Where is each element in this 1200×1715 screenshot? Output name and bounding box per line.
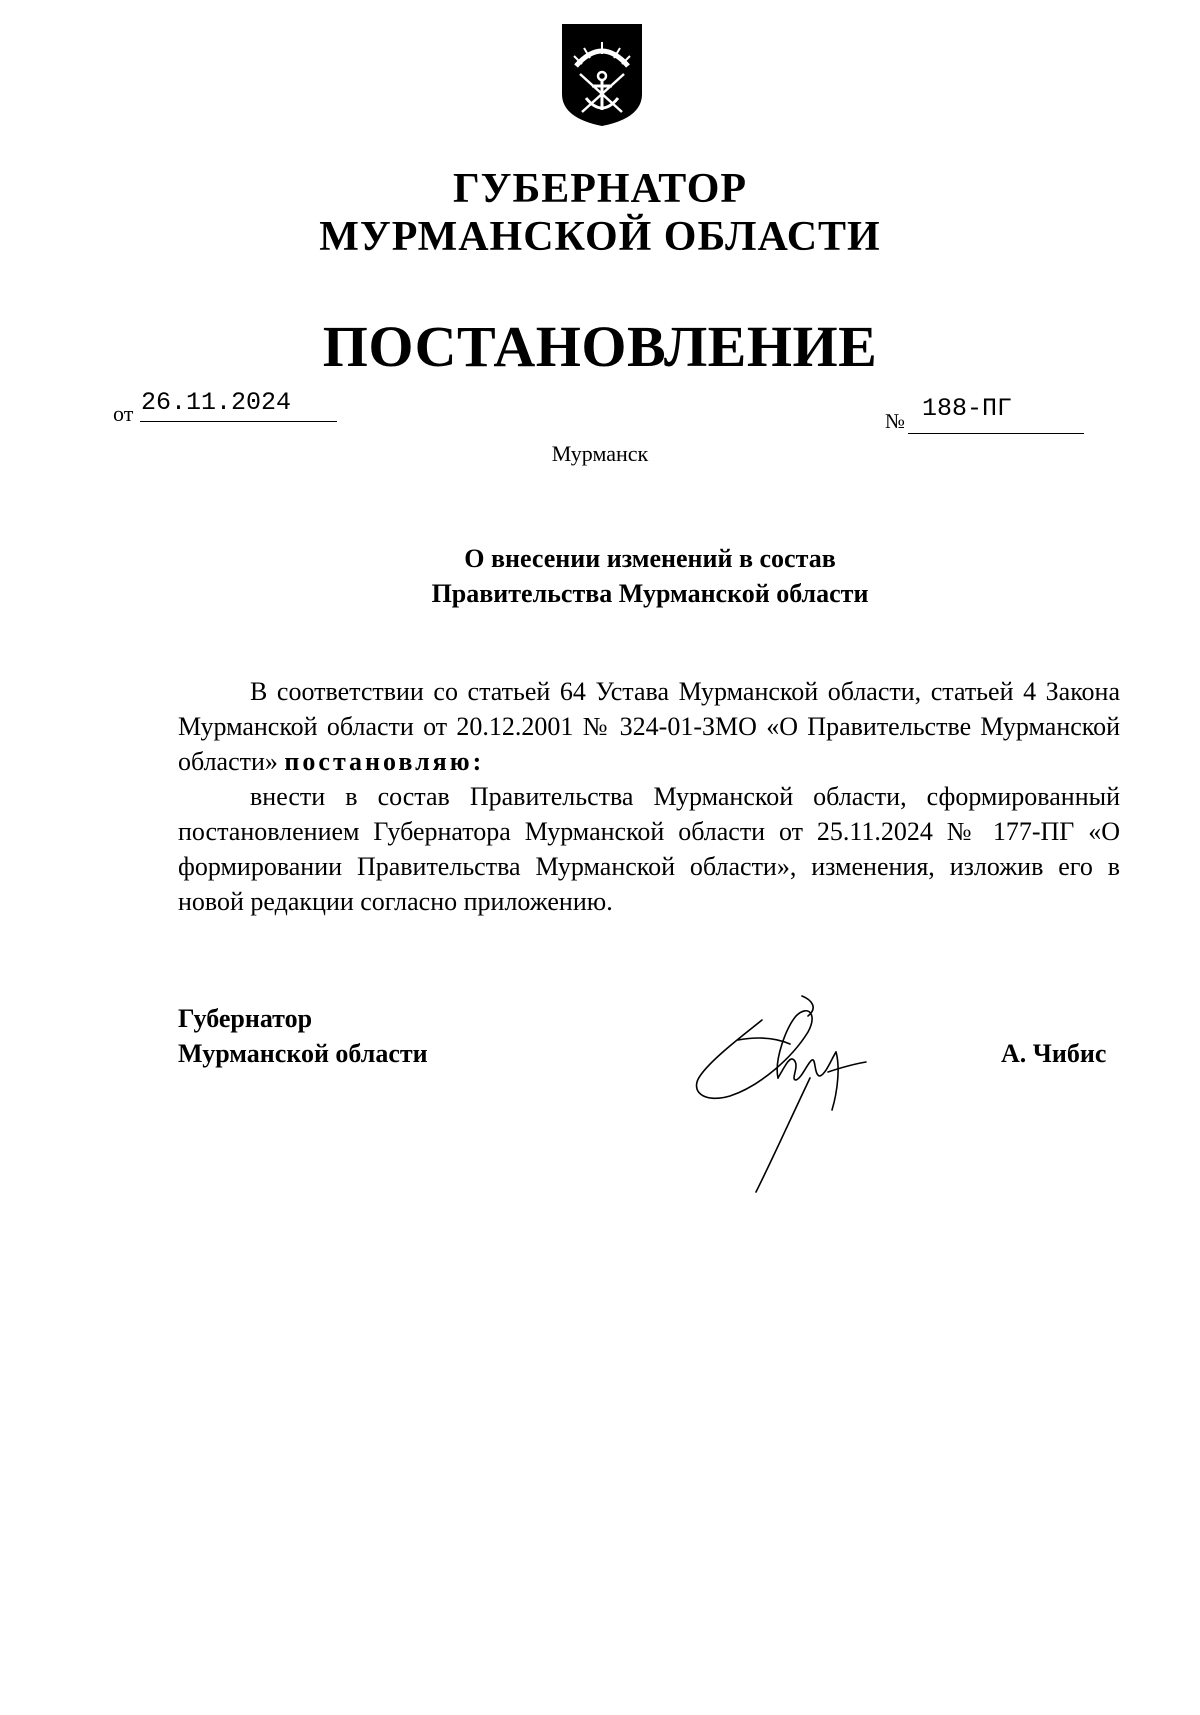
handwritten-signature-icon bbox=[690, 980, 890, 1200]
signatory-title-line2: Мурманской области bbox=[178, 1039, 428, 1068]
document-type-title: ПОСТАНОВЛЕНИЕ bbox=[322, 314, 878, 379]
document-number: 188-ПГ bbox=[922, 394, 1013, 423]
body-paragraph-2: внести в состав Правительства Мурманской области, сформированный постановлением Губернатора Мурманской области от 25.11.2024 № 177-ПГ «О формировании Правительства Мурманской области», изменения, изложив его в новой редакции согласно приложению. bbox=[178, 782, 1120, 916]
date-prefix: от bbox=[113, 401, 134, 426]
number-prefix: № bbox=[885, 409, 906, 433]
issuer-title-line1: ГУБЕРНАТОР bbox=[452, 166, 748, 212]
resolution-keyword: постановляю: bbox=[284, 747, 485, 776]
subject-line2: Правительства Мурманской области bbox=[431, 579, 869, 608]
coat-of-arms-icon bbox=[560, 22, 644, 128]
body-paragraph-1-text: В соответствии со статьей 64 Устава Мурманской области, статьей 4 Закона Мурманской области от 20.12.2001 № 324-01-ЗМО «О Правительстве Мурманской области» bbox=[178, 677, 1120, 776]
issuer-title-line2: МУРМАНСКОЙ ОБЛАСТИ bbox=[319, 214, 881, 260]
body-paragraph-1 bbox=[178, 674, 1120, 779]
signer-name: А. Чибис bbox=[1001, 1039, 1107, 1068]
date-underline bbox=[140, 421, 337, 422]
issue-city: Мурманск bbox=[551, 441, 649, 466]
document-date: 26.11.2024 bbox=[141, 388, 292, 417]
signatory-title-line1: Губернатор bbox=[178, 1004, 313, 1033]
number-underline bbox=[908, 433, 1084, 434]
subject-line1: О внесении изменений в состав bbox=[464, 544, 836, 573]
